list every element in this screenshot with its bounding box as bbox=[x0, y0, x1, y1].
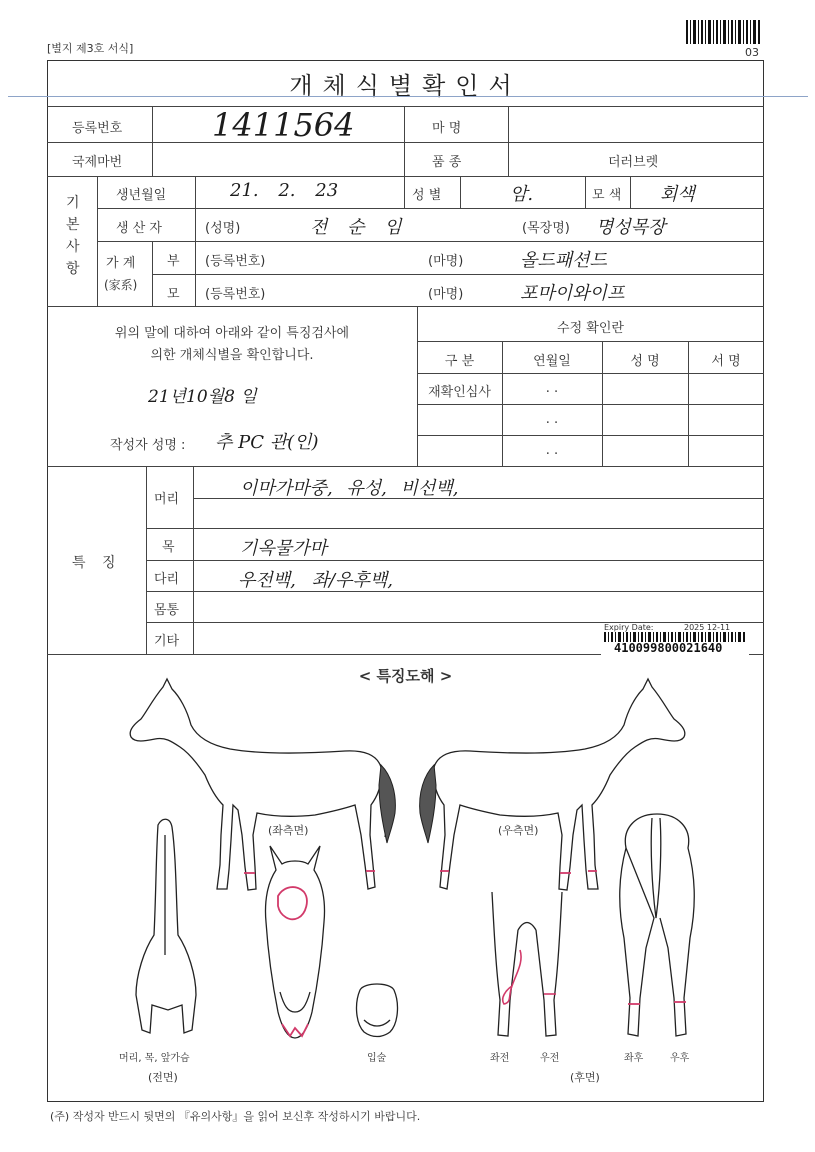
rule bbox=[47, 306, 764, 307]
legs-label: 다리 bbox=[154, 572, 180, 587]
diagram-title: < 특징도해 > bbox=[358, 667, 453, 685]
front-label: (전면) bbox=[148, 1071, 178, 1084]
features-section-label: 특 징 bbox=[72, 555, 116, 571]
body-label: 몸통 bbox=[154, 603, 180, 618]
breeder-label: 생 산 자 bbox=[116, 221, 162, 236]
pedigree-hanja: (家系) bbox=[104, 278, 138, 292]
revision-col-name: 성 명 bbox=[630, 354, 660, 369]
expiry-label: Expiry Date: bbox=[604, 623, 654, 632]
rule bbox=[152, 106, 153, 176]
document-barcode bbox=[686, 20, 762, 44]
rule bbox=[508, 106, 509, 176]
revision-row3-date: . . bbox=[545, 443, 559, 458]
breeder-name-label: (성명) bbox=[205, 221, 241, 236]
dam-reg-label: (등록번호) bbox=[205, 287, 266, 302]
rule bbox=[47, 466, 764, 467]
right-side-label: (우측면) bbox=[498, 824, 539, 837]
rule bbox=[47, 106, 764, 107]
writer-label: 작성자 성명 : bbox=[110, 438, 186, 453]
form-number: [별지 제3호 서식] bbox=[47, 42, 134, 55]
pedigree-label: 가 계 bbox=[106, 256, 136, 271]
birth-label: 생년월일 bbox=[116, 188, 167, 203]
head-label: 머리 bbox=[154, 492, 180, 507]
revision-col-sign: 서 명 bbox=[711, 354, 741, 369]
other-label: 기타 bbox=[154, 634, 180, 649]
rule bbox=[152, 274, 764, 275]
sire-label: 부 bbox=[167, 254, 180, 269]
sire-name-label: (마명) bbox=[428, 254, 464, 269]
rule bbox=[404, 176, 405, 208]
dam-name: 포마이와이프 bbox=[520, 283, 625, 304]
revision-row1-date: . . bbox=[545, 381, 559, 396]
footer-note: (주) 작성자 반드시 뒷면의 『유의사항』을 읽어 보신후 작성하시기 바랍니다. bbox=[50, 1110, 421, 1123]
reg-no-label: 등록번호 bbox=[72, 121, 123, 136]
front-caption: 머리, 목, 앞가슴 bbox=[119, 1053, 190, 1064]
breed-value: 더러브렛 bbox=[608, 155, 659, 170]
rule bbox=[97, 241, 764, 242]
rule bbox=[146, 560, 764, 561]
revision-row2-date: . . bbox=[545, 412, 559, 427]
rule bbox=[152, 241, 153, 306]
rule bbox=[585, 176, 586, 208]
birth-value: 21. 2. 23 bbox=[230, 180, 339, 201]
intl-no-label: 국제마번 bbox=[72, 155, 123, 170]
legs-value: 우전백, 좌/우후백, bbox=[238, 570, 393, 591]
rear-label: (후면) bbox=[570, 1071, 600, 1084]
writer-signature: 추 PC 관(인) bbox=[215, 432, 319, 453]
rule bbox=[146, 528, 764, 529]
foreleg-right-caption: 우전 bbox=[540, 1053, 560, 1064]
reg-no-value: 1411564 bbox=[212, 106, 355, 144]
rule bbox=[417, 404, 764, 405]
revision-row1-label: 재확인심사 bbox=[428, 385, 491, 400]
confirm-date: 21년10월8 일 bbox=[148, 387, 257, 407]
muzzle-caption: 입술 bbox=[367, 1053, 387, 1064]
left-side-label: (좌측면) bbox=[268, 824, 309, 837]
rule bbox=[97, 208, 764, 209]
document-title: 개체식별확인서 bbox=[289, 72, 522, 100]
horse-front-chest-diagram bbox=[128, 815, 203, 1045]
hindleg-left-caption: 좌후 bbox=[624, 1053, 644, 1064]
horse-head-front-diagram bbox=[258, 842, 333, 1042]
sex-value: 암. bbox=[510, 184, 534, 205]
neck-label: 목 bbox=[162, 540, 175, 555]
revision-col-type: 구 분 bbox=[444, 354, 475, 369]
rule bbox=[417, 373, 764, 374]
farm-value: 명성목장 bbox=[596, 217, 666, 238]
sticker-code: 410099800021640 bbox=[614, 641, 723, 655]
scan-guide-line bbox=[8, 96, 808, 97]
basic-section-label: 기본사항 bbox=[66, 195, 80, 277]
breeder-name: 전 순 임 bbox=[310, 217, 402, 238]
breed-label: 품 종 bbox=[432, 155, 462, 170]
horse-muzzle-diagram bbox=[352, 980, 402, 1040]
horse-hindlegs-diagram bbox=[612, 808, 702, 1044]
rule bbox=[417, 435, 764, 436]
page-number: 03 bbox=[745, 46, 759, 59]
sire-reg-label: (등록번호) bbox=[205, 254, 266, 269]
revision-col-date: 연월일 bbox=[533, 354, 571, 369]
rule bbox=[404, 106, 405, 176]
color-value: 회색 bbox=[660, 184, 695, 205]
dam-name-label: (마명) bbox=[428, 287, 464, 302]
dam-label: 모 bbox=[167, 287, 180, 302]
rule bbox=[417, 341, 764, 342]
revision-title: 수정 확인란 bbox=[557, 321, 624, 336]
horse-forelegs-diagram bbox=[482, 890, 572, 1045]
sex-label: 성 별 bbox=[412, 188, 442, 203]
rule bbox=[195, 176, 196, 306]
statement-line1: 위의 말에 대하여 아래와 같이 특징검사에 bbox=[114, 326, 350, 341]
neck-value: 기옥물가마 bbox=[240, 538, 327, 559]
rule bbox=[47, 142, 764, 143]
statement-line2: 의한 개체식별을 확인합니다. bbox=[150, 348, 314, 363]
sire-name: 올드패션드 bbox=[520, 250, 607, 271]
rule bbox=[630, 176, 631, 208]
horse-name-label: 마 명 bbox=[432, 121, 462, 136]
rule bbox=[460, 176, 461, 208]
head-value: 이마가마중, 유성, 비선백, bbox=[240, 478, 459, 499]
farm-label: (목장명) bbox=[522, 221, 570, 236]
expiry-value: 2025 12-11 bbox=[684, 623, 731, 632]
hindleg-right-caption: 우후 bbox=[670, 1053, 690, 1064]
rule bbox=[47, 176, 764, 177]
foreleg-left-caption: 좌전 bbox=[490, 1053, 510, 1064]
color-label: 모 색 bbox=[592, 188, 622, 203]
